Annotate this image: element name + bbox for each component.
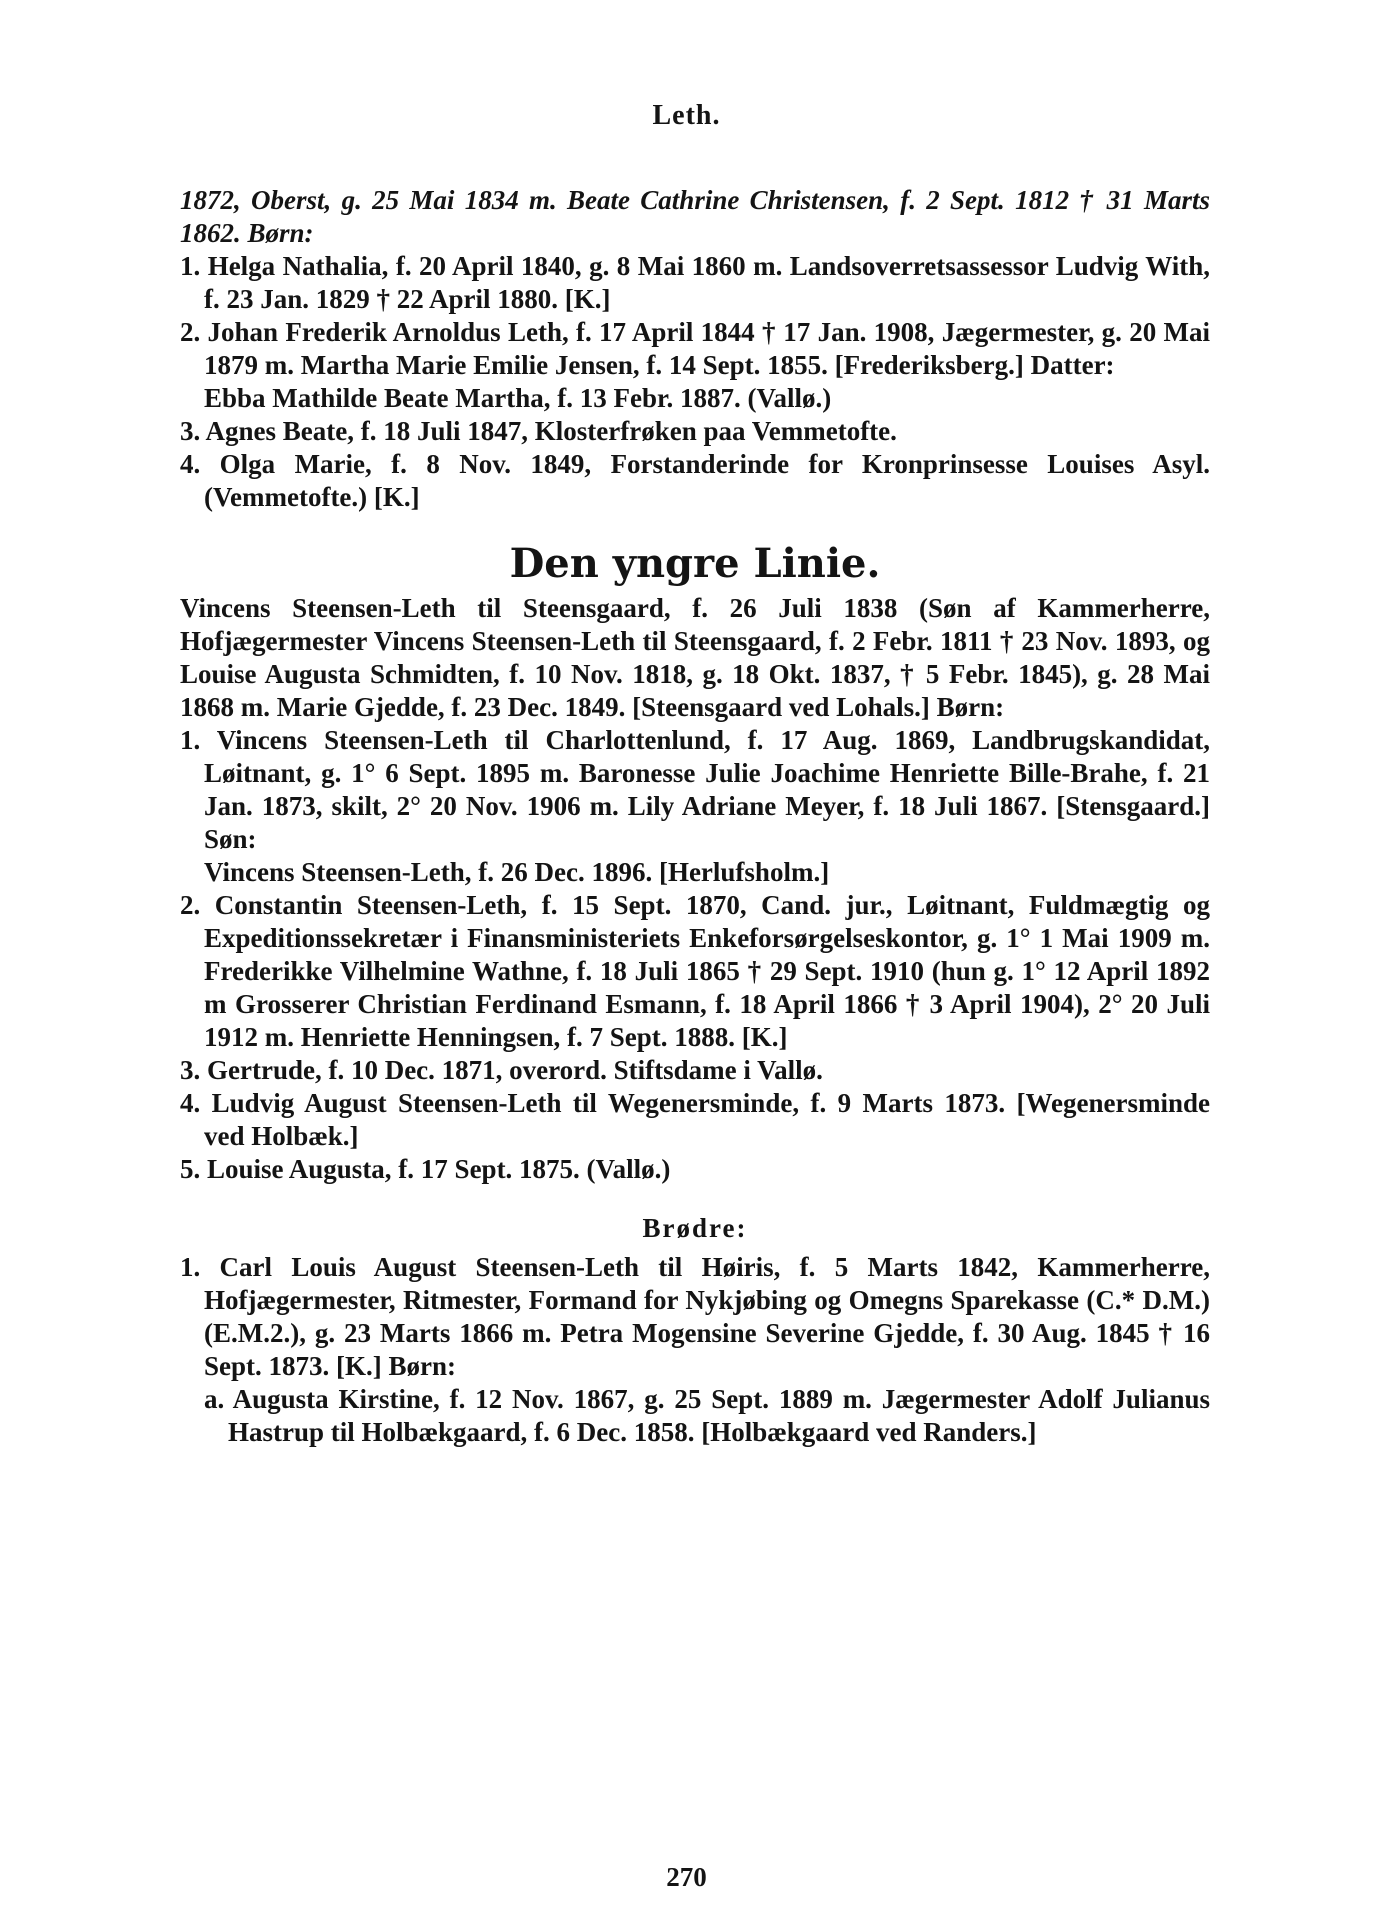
page-body	[180, 184, 1210, 1449]
grandchild-entry: Ebba Mathilde Beate Martha, f. 13 Febr. 1887. (Vallø.)	[204, 383, 832, 413]
section-heading: Den yngre Linie.	[509, 540, 881, 587]
younger-child-2: 2. Constantin Steensen-Leth, f. 15 Sept. 1870, Cand. jur., Løitnant, Fuldmægtig og Expeditionssekretær i Finansministeriets Enkeforsørgelseskontor, g. 1° 1 Mai 1909 m. Frederikke Vilhelmine Wathne, f. 18 Juli 1865 † 29 Sept. 1910 (hun g. 1° 12 April 1892 m Grosserer Christian Ferdinand Esmann, f. 18 April 1866 † 3 April 1904), 2° 20 Juli 1912 m. Henriette Henningsen, f. 7 Sept. 1888. [K.]	[180, 890, 1210, 1052]
younger-child-1: 1. Vincens Steensen-Leth til Charlottenlund, f. 17 Aug. 1869, Landbrugskandidat, Løitnant, g. 1° 6 Sept. 1895 m. Baronesse Julie Joachime Henriette Bille-Brahe, f. 21 Jan. 1873, skilt, 2° 20 Nov. 1906 m. Lily Adriane Meyer, f. 18 Juli 1867. [Stensgaard.] Søn:	[180, 725, 1210, 854]
brothers-heading: Brødre:	[642, 1213, 748, 1243]
younger-line-intro: Vincens Steensen-Leth til Steensgaard, f. 26 Juli 1838 (Søn af Kammerherre, Hofjægermester Vincens Steensen-Leth til Steensgaard, f. 2 Febr. 1811 † 23 Nov. 1893, og Louise Augusta Schmidten, f. 10 Nov. 1818, g. 18 Okt. 1837, † 5 Febr. 1845), g. 28 Mai 1868 m. Marie Gjedde, f. 23 Dec. 1849. [Steensgaard ved Lohals.] Børn:	[180, 593, 1210, 722]
younger-child-1-son: Vincens Steensen-Leth, f. 26 Dec. 1896. [Herlufsholm.]	[204, 857, 830, 887]
page-number: 270	[666, 1862, 707, 1892]
brother-entry-1: 1. Carl Louis August Steensen-Leth til Høiris, f. 5 Marts 1842, Kammerherre, Hofjægermester, Ritmester, Formand for Nykjøbing og Omegns Sparekasse (C.* D.M.) (E.M.2.), g. 23 Marts 1866 m. Petra Mogensine Severine Gjedde, f. 30 Aug. 1845 † 16 Sept. 1873. [K.] Børn:	[180, 1252, 1210, 1381]
younger-child-3: 3. Gertrude, f. 10 Dec. 1871, overord. Stiftsdame i Vallø.	[180, 1055, 823, 1085]
child-entry-3: 3. Agnes Beate, f. 18 Juli 1847, Klosterfrøken paa Vemmetofte.	[180, 416, 897, 446]
child-entry-1: 1. Helga Nathalia, f. 20 April 1840, g. 8 Mai 1860 m. Landsoverretsassessor Ludvig With, f. 23 Jan. 1829 † 22 April 1880. [K.]	[180, 251, 1210, 314]
brother-child-a: a. Augusta Kirstine, f. 12 Nov. 1867, g. 25 Sept. 1889 m. Jægermester Adolf Julianus Hastrup til Holbækgaard, f. 6 Dec. 1858. [Holbækgaard ved Randers.]	[204, 1384, 1210, 1447]
intro-paragraph: 1872, Oberst, g. 25 Mai 1834 m. Beate Cathrine Christensen, f. 2 Sept. 1812 † 31 Marts 1862. Børn:	[180, 185, 1210, 248]
younger-child-4: 4. Ludvig August Steensen-Leth til Wegenersminde, f. 9 Marts 1873. [Wegenersminde ved Holbæk.]	[180, 1088, 1210, 1151]
younger-child-5: 5. Louise Augusta, f. 17 Sept. 1875. (Vallø.)	[180, 1154, 671, 1184]
page-header: Leth.	[652, 100, 721, 131]
child-entry-4: 4. Olga Marie, f. 8 Nov. 1849, Forstanderinde for Kronprinsesse Louises Asyl. (Vemmetofte.) [K.]	[180, 449, 1210, 512]
child-entry-2: 2. Johan Frederik Arnoldus Leth, f. 17 April 1844 † 17 Jan. 1908, Jægermester, g. 20 Mai 1879 m. Martha Marie Emilie Jensen, f. 14 Sept. 1855. [Frederiksberg.] Datter:	[180, 317, 1210, 380]
